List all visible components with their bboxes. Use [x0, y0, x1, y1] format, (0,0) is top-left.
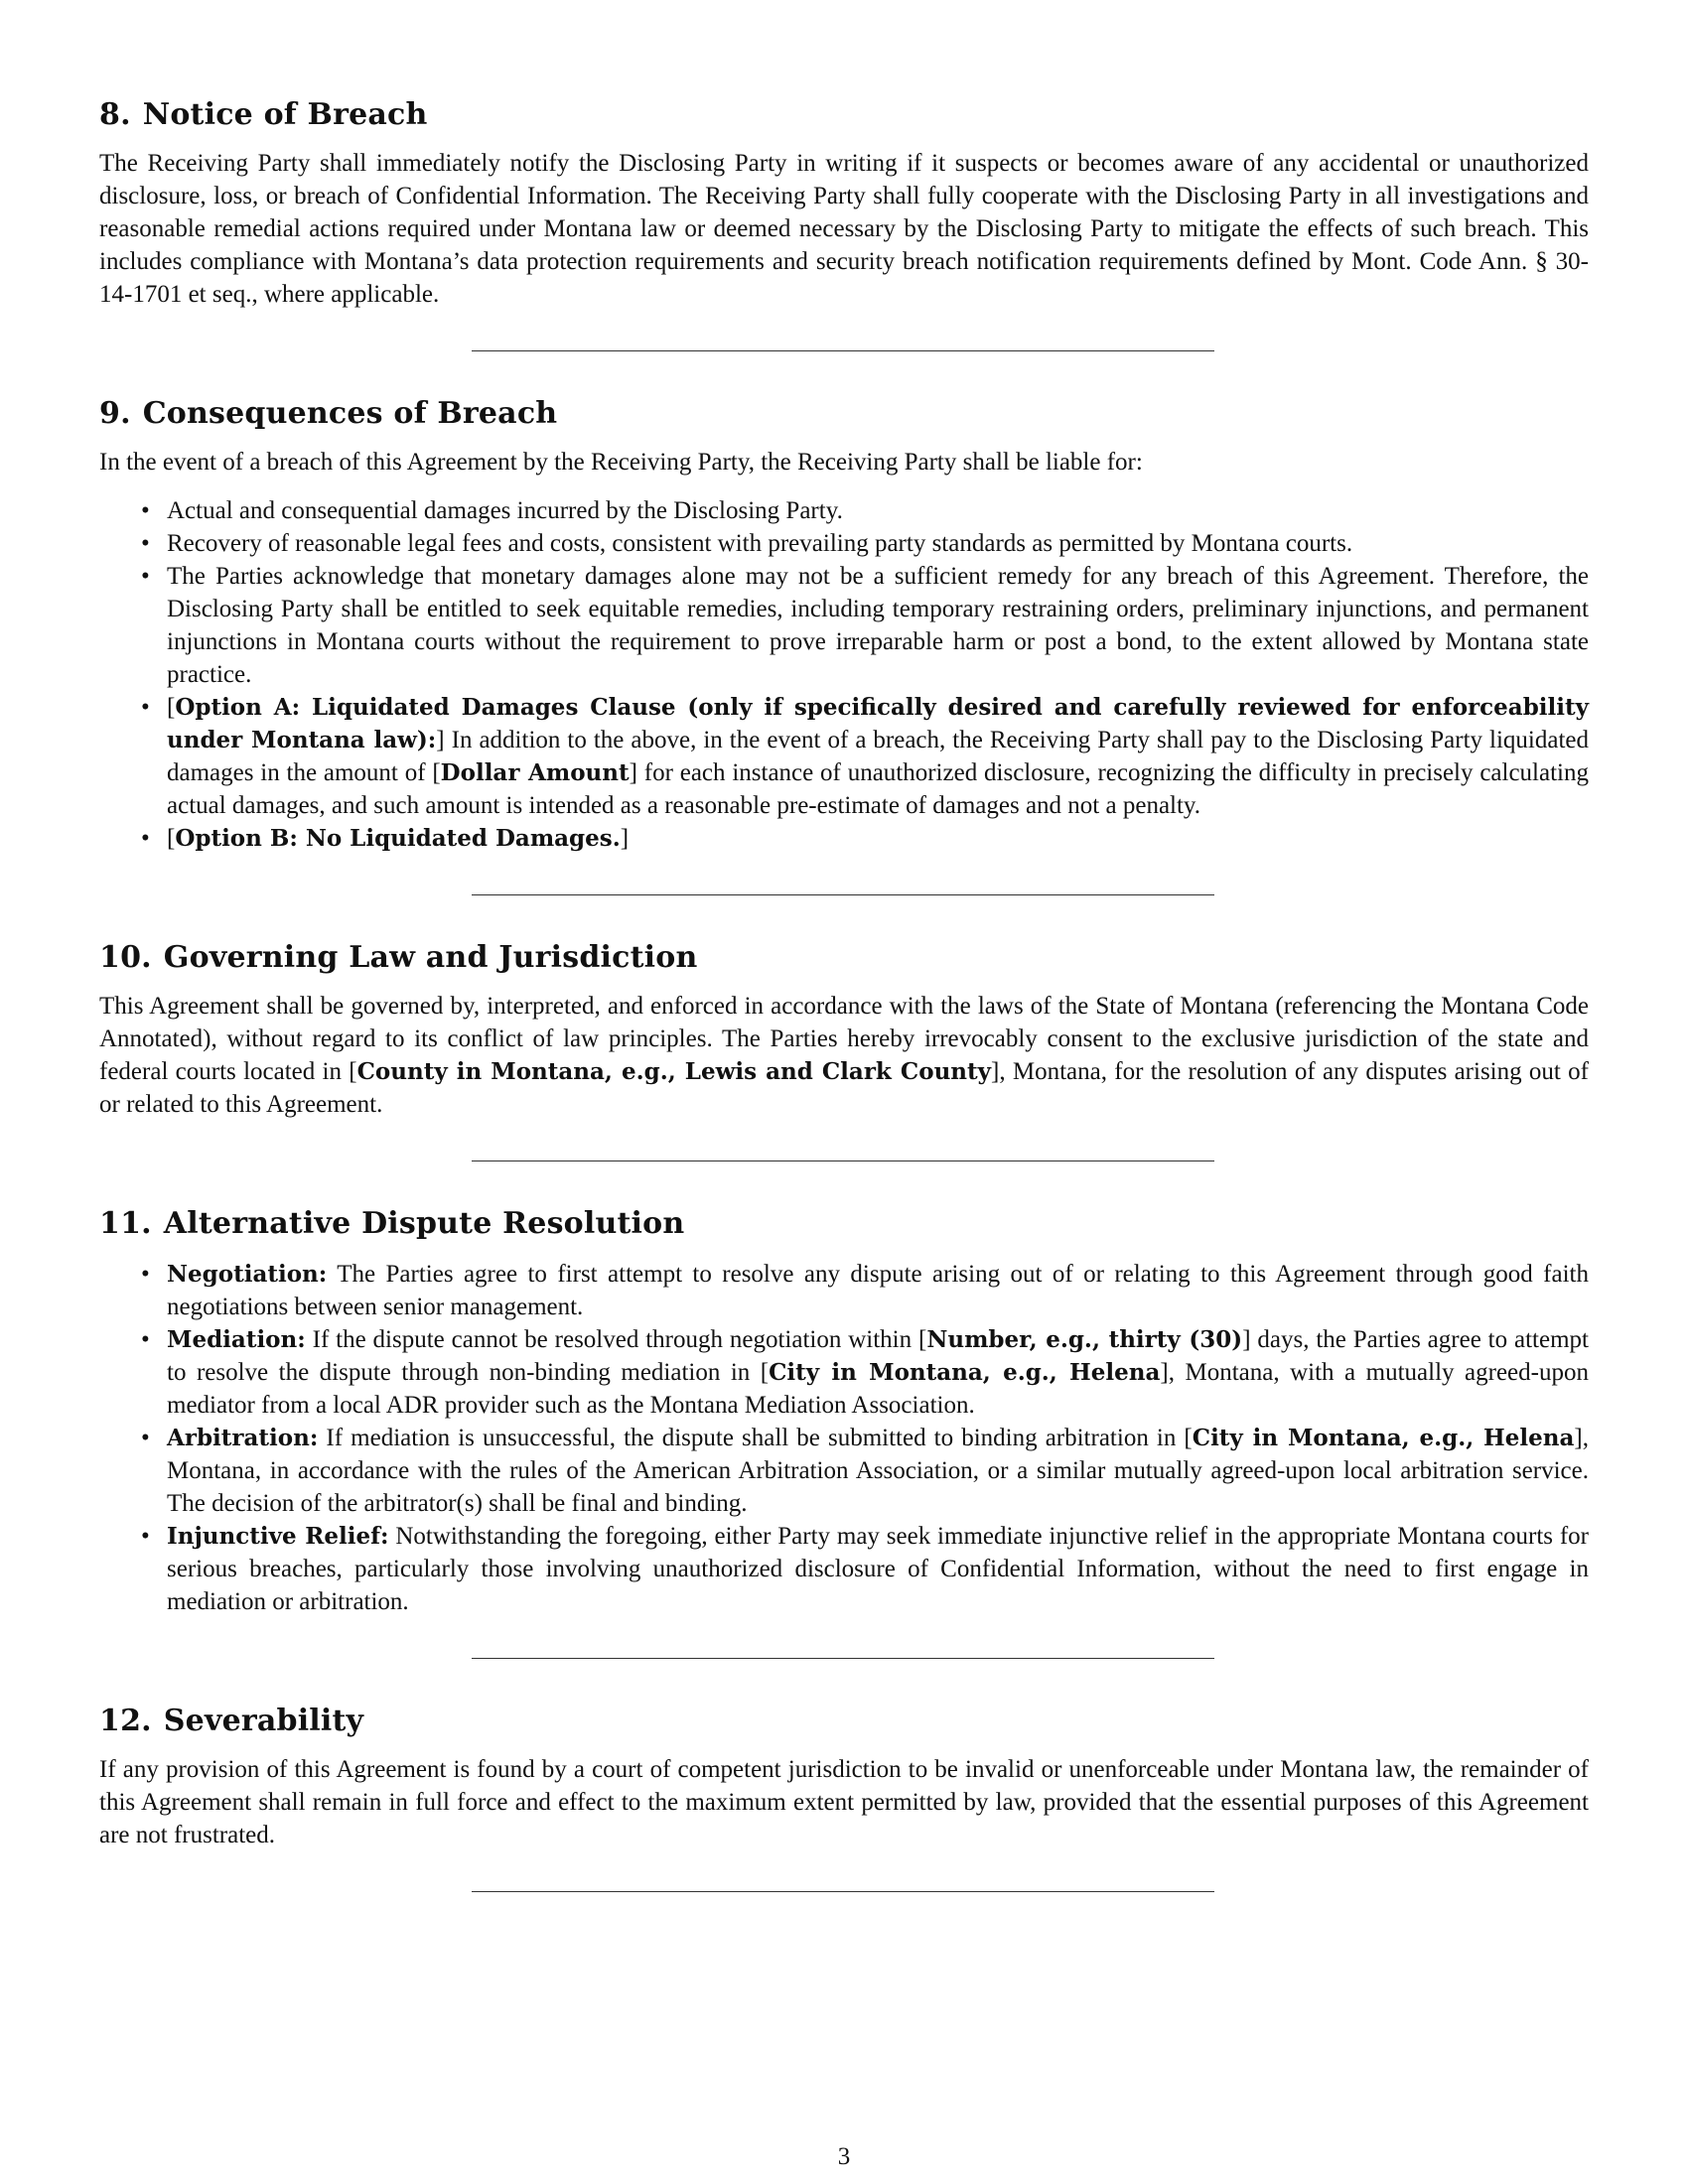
list-item-option-b: • [Option B: No Liquidated Damages.] [167, 822, 1589, 855]
option-b-label: Option B: No Liquidated Damages. [175, 825, 621, 852]
item-label: Negotiation: [167, 1261, 328, 1288]
section-title: Alternative Dispute Resolution [163, 1206, 685, 1241]
section-number: 11. [99, 1206, 152, 1241]
document-page [99, 95, 1589, 1892]
page-number: 3 [837, 2143, 851, 2170]
section-heading [99, 1702, 1589, 1741]
section-divider [472, 350, 1214, 351]
bullet-icon: • [141, 825, 150, 852]
section-title: Governing Law and Jurisdiction [163, 940, 698, 975]
bullet-icon: • [141, 563, 150, 590]
list-item: • Recovery of reasonable legal fees and costs, consistent with prevailing party standards as permitted by Montana courts. [167, 527, 1589, 560]
section-divider [472, 1658, 1214, 1659]
section-number: 8. [99, 97, 131, 132]
county-placeholder: County in Montana, e.g., Lewis and Clark County [356, 1058, 991, 1085]
bullet-icon: • [141, 1261, 150, 1288]
list-item-arbitration: • Arbitration: If mediation is unsuccessful, the dispute shall be submitted to binding arbitration in [City in Montana, e.g., Helena], Montana, in accordance with the rules of the American Arbitration Association, or a similar mutually agreed-upon local arbitration service. The decision of the arbitrator(s) shall be final and binding. [167, 1422, 1589, 1520]
section-intro: In the event of a breach of this Agreement by the Receiving Party, the Receiving Party shall be liable for: [99, 449, 1143, 476]
section-number: 10. [99, 940, 152, 975]
breach-consequences-list [99, 494, 1589, 855]
section-heading [99, 95, 1589, 135]
section-body: This Agreement shall be governed by, interpreted, and enforced in accordance with the laws of the State of Montana (referencing the Montana Code Annotated), without regard to its conflict of law principles. The Parties hereby irrevocably consent to the exclusive jurisdiction of the state and federal courts located in [County in Montana, e.g., Lewis and Clark County], Montana, for the resolution of any disputes arising out of or related to this Agreement. [99, 993, 1589, 1118]
list-item: • Actual and consequential damages incurred by the Disclosing Party. [167, 494, 1589, 527]
section-body: If any provision of this Agreement is found by a court of competent jurisdiction to be invalid or unenforceable under Montana law, the remainder of this Agreement shall remain in full force and effect to the maximum extent permitted by law, provided that the essential purposes of this Agreement are not frustrated. [99, 1756, 1589, 1848]
section-alternative-dispute-resolution [99, 1204, 1589, 1618]
list-item: • The Parties acknowledge that monetary damages alone may not be a sufficient remedy for any breach of this Agreement. Therefore, the Disclosing Party shall be entitled to seek equitable remedies, including temporary restraining orders, preliminary injunctions, and permanent injunctions in Montana courts without the requirement to prove irreparable harm or post a bond, to the extent allowed by Montana state practice. [167, 560, 1589, 691]
item-label: Mediation: [167, 1326, 306, 1353]
bullet-icon: • [141, 694, 150, 721]
section-divider [472, 1160, 1214, 1161]
section-heading [99, 1204, 1589, 1244]
section-number: 12. [99, 1704, 152, 1738]
section-severability [99, 1702, 1589, 1851]
list-item-option-a: • [Option A: Liquidated Damages Clause (only if specifically desired and carefully reviewed for enforceability under Montana law):] In addition to the above, in the event of a breach, the Receiving Party shall pay to the Disclosing Party liquidated damages in the amount of [Dollar Amount] for each instance of unauthorized disclosure, recognizing the difficulty in precisely calculating actual damages, and such amount is intended as a reasonable pre-estimate of damages and not a penalty. [167, 691, 1589, 822]
section-consequences-of-breach [99, 394, 1589, 855]
bullet-icon: • [141, 1425, 150, 1451]
bullet-icon: • [141, 497, 150, 524]
section-notice-of-breach [99, 95, 1589, 311]
bullet-icon: • [141, 530, 150, 557]
section-divider [472, 1891, 1214, 1892]
dollar-amount-placeholder: Dollar Amount [440, 759, 630, 786]
adr-list [99, 1258, 1589, 1618]
list-item-negotiation: • Negotiation: The Parties agree to first attempt to resolve any dispute arising out of or relating to this Agreement through good faith negotiations between senior management. [167, 1258, 1589, 1323]
section-title: Severability [163, 1704, 364, 1738]
section-heading [99, 938, 1589, 978]
bullet-icon: • [141, 1523, 150, 1550]
section-title: Notice of Breach [142, 97, 428, 132]
bullet-icon: • [141, 1326, 150, 1353]
list-item-injunctive-relief: • Injunctive Relief: Notwithstanding the foregoing, either Party may seek immediate injunctive relief in the appropriate Montana courts for serious breaches, particularly those involving unauthorized disclosure of Confidential Information, without the need to first engage in mediation or arbitration. [167, 1520, 1589, 1618]
section-governing-law [99, 938, 1589, 1121]
days-placeholder: Number, e.g., thirty (30) [926, 1326, 1243, 1353]
city-placeholder: City in Montana, e.g., Helena [769, 1359, 1161, 1386]
option-a-label: Option A: Liquidated Damages Clause (only if specifically desired and carefully reviewed for enforceability under Montana law): [167, 694, 1589, 753]
section-title: Consequences of Breach [142, 396, 558, 431]
list-item-mediation: • Mediation: If the dispute cannot be resolved through negotiation within [Number, e.g., thirty (30)] days, the Parties agree to attempt to resolve the dispute through non-binding mediation in [City in Montana, e.g., Helena], Montana, with a mutually agreed-upon mediator from a local ADR provider such as the Montana Mediation Association. [167, 1323, 1589, 1422]
section-number: 9. [99, 396, 131, 431]
item-label: Injunctive Relief: [167, 1523, 389, 1550]
city-placeholder: City in Montana, e.g., Helena [1192, 1425, 1575, 1451]
section-heading [99, 394, 1589, 434]
item-label: Arbitration: [167, 1425, 319, 1451]
section-divider [472, 894, 1214, 895]
section-body: The Receiving Party shall immediately notify the Disclosing Party in writing if it suspects or becomes aware of any accidental or unauthorized disclosure, loss, or breach of Confidential Information. The Receiving Party shall fully cooperate with the Disclosing Party in all investigations and reasonable remedial actions required under Montana law or deemed necessary by the Disclosing Party to mitigate the effects of such breach. This includes compliance with Montana’s data protection requirements and security breach notification requirements defined by Mont. Code Ann. § 30-14-1701 et seq., where applicable. [99, 150, 1589, 308]
